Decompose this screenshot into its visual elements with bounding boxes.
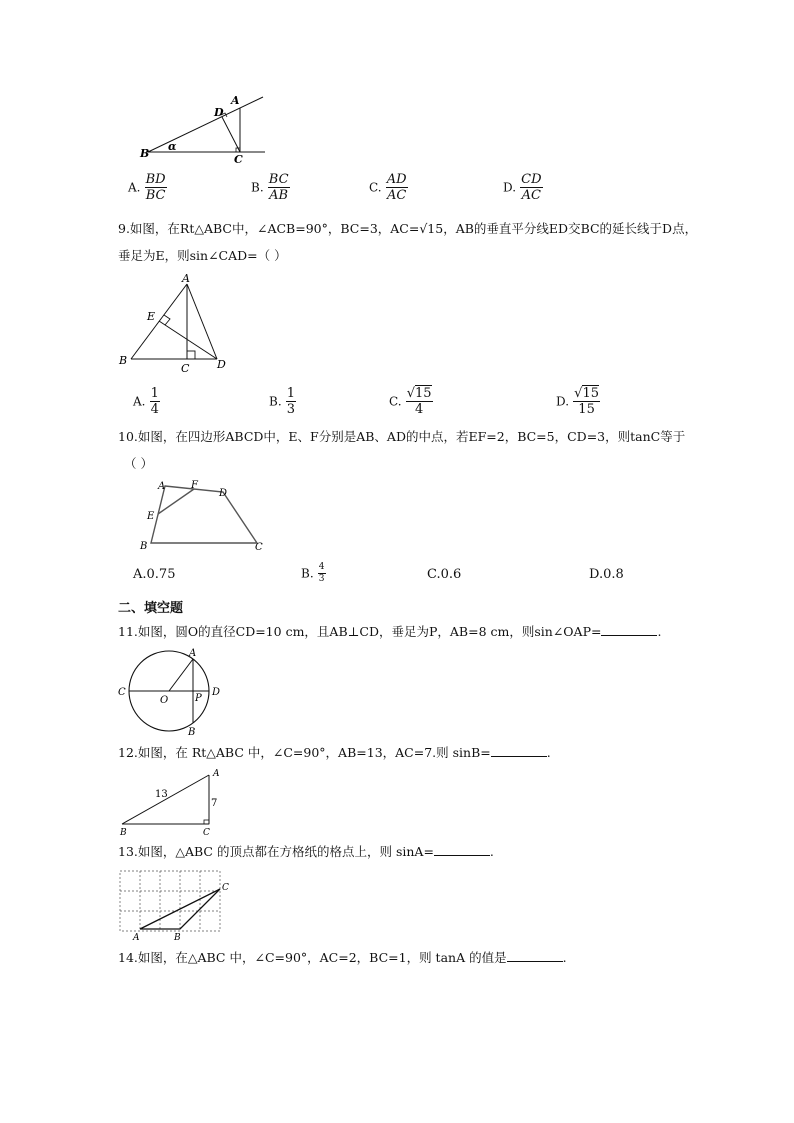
label-P: P — [195, 693, 202, 704]
label-C: C — [118, 687, 126, 698]
q9-option-d[interactable]: D. $\frac{√15}{15}$ — [556, 386, 599, 417]
label-7: 7 — [211, 798, 218, 809]
label-C: C — [255, 542, 263, 553]
q9-option-c[interactable]: C. $\frac{√15}{4}$ — [389, 386, 432, 417]
q10-option-a[interactable]: A.0.75 — [133, 567, 176, 582]
label-F: F — [191, 480, 198, 491]
figure-q8 — [130, 88, 280, 170]
q13-stem: 13.如图，△ABC 的顶点都在方格纸的格点上，则 sinA= . — [118, 844, 494, 859]
answer-blank[interactable] — [601, 635, 657, 636]
label-A: A — [182, 272, 190, 285]
label-A: A — [231, 94, 240, 107]
label-C: C — [203, 828, 210, 838]
q8-option-b[interactable]: B. $\frac{BC}{AB}$ — [251, 172, 289, 203]
label-A: A — [133, 933, 140, 942]
label-A: A — [213, 769, 220, 779]
label-E: E — [147, 511, 155, 522]
figure-q13 — [115, 866, 237, 942]
label-C: C — [234, 153, 243, 166]
label-B: B — [140, 147, 150, 160]
q14-stem: 14.如图，在△ABC 中，∠C=90°，AC=2，BC=1，则 tanA 的值是 . — [118, 950, 567, 965]
label-13: 13 — [155, 789, 168, 800]
figure-q12 — [115, 764, 227, 838]
answer-blank[interactable] — [434, 855, 490, 856]
label-B: B — [188, 727, 196, 738]
label-B: B — [119, 354, 128, 367]
q9-option-b[interactable]: B. $\frac{1}{3}$ — [269, 386, 296, 417]
q10-stem-line1: 10.如图，在四边形ABCD中，E、F分别是AB、AD的中点，若EF=2，BC=5，CD=3，则tanC等于 — [118, 429, 686, 444]
section-title: 二、填空题 — [118, 601, 184, 616]
q8-option-d[interactable]: D. $\frac{CD}{AC}$ — [503, 172, 542, 203]
sqrt-15: √15 — [406, 386, 432, 401]
label-E: E — [147, 310, 156, 323]
label-C: C — [222, 883, 229, 893]
q10-stem-line2: （ ） — [124, 456, 153, 471]
q10-option-d[interactable]: D.0.8 — [589, 567, 624, 582]
q11-stem: 11.如图，圆O的直径CD=10 cm，且AB⊥CD，垂足为P，AB=8 cm，则sin∠OAP= . — [118, 624, 662, 639]
label-alpha: α — [168, 140, 177, 153]
label-A: A — [189, 648, 197, 659]
figure-q10 — [135, 476, 270, 556]
sqrt-15: √15 — [574, 386, 599, 401]
label-D: D — [217, 358, 226, 371]
label-C: C — [181, 362, 190, 375]
label-A: A — [158, 481, 166, 492]
q8-option-a[interactable]: A. $\frac{BD}{BC}$ — [128, 172, 166, 203]
label-B: B — [174, 933, 181, 942]
label-D: D — [219, 488, 228, 499]
q9-option-a[interactable]: A. $\frac{1}{4}$ — [133, 386, 159, 417]
q10-option-c[interactable]: C.0.6 — [427, 567, 462, 582]
q8-option-c[interactable]: C. $\frac{AD}{AC}$ — [369, 172, 407, 203]
label-B: B — [120, 828, 127, 838]
q10-option-b[interactable]: B. $\frac{4}{3}$ — [301, 562, 325, 584]
q9-stem-line2: 垂足为E，则sin∠CAD=（ ） — [118, 248, 287, 263]
label-D: D — [212, 687, 221, 698]
answer-blank[interactable] — [507, 961, 563, 962]
answer-blank[interactable] — [491, 756, 547, 757]
label-O: O — [160, 695, 169, 706]
figure-q11 — [115, 646, 225, 738]
q12-stem: 12.如图，在 Rt△ABC 中，∠C=90°，AB=13，AC=7.则 sinB= . — [118, 745, 551, 760]
label-D: D — [214, 106, 224, 119]
figure-q9 — [115, 272, 235, 376]
q9-stem-line1: 9.如图，在Rt△ABC中，∠ACB=90°，BC=3，AC=√15，AB的垂直平分线ED交BC的延长线于D点， — [118, 221, 698, 236]
label-B: B — [140, 541, 148, 552]
